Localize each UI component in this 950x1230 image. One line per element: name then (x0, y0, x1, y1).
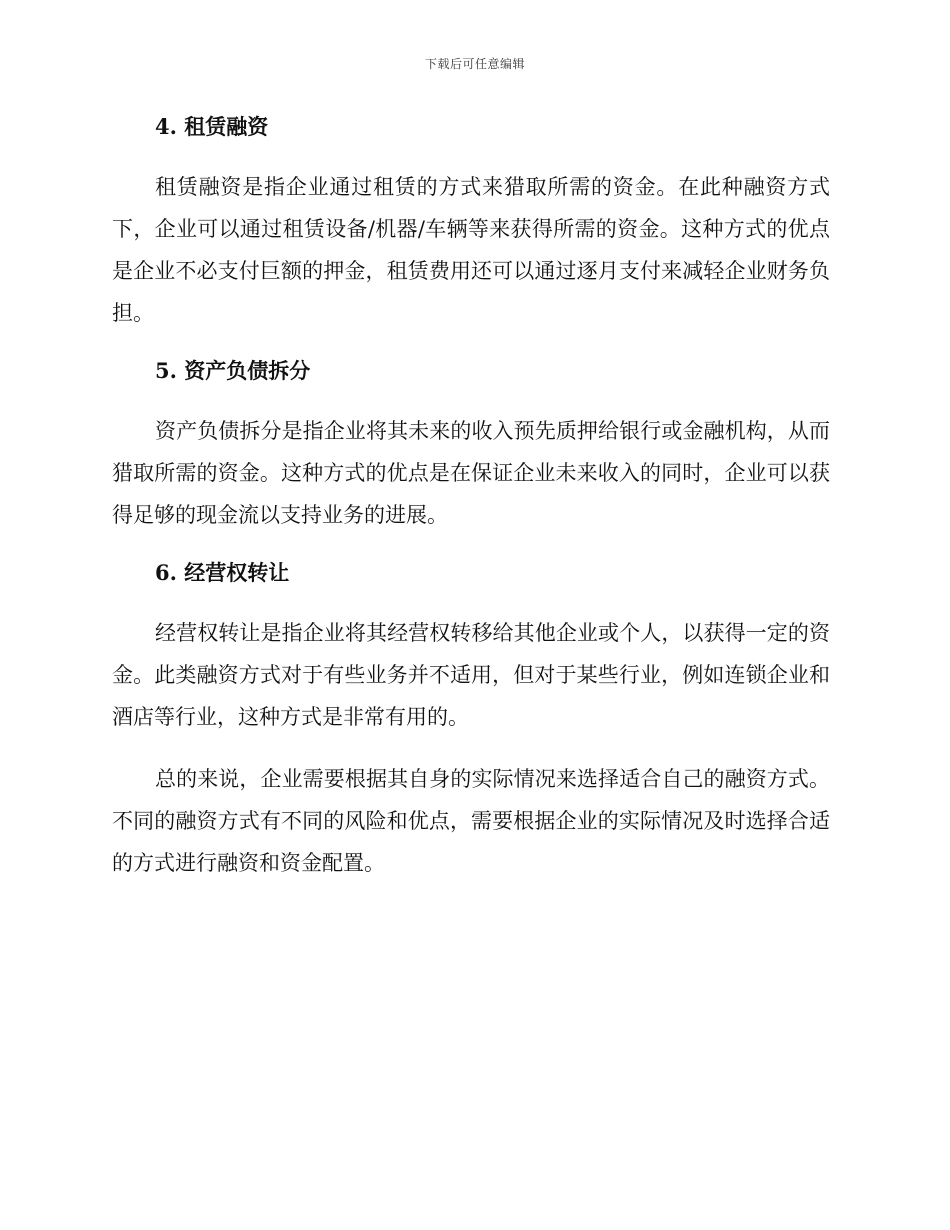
section-heading-asset-liability-split: 5. 资产负债拆分 (155, 358, 311, 383)
document-body (112, 112, 830, 904)
conclusion-paragraph: 总的来说，企业需要根据其自身的实际情况来选择适合自己的融资方式。不同的融资方式有不同的风险和优点，需要根据企业的实际情况及时选择合适的方式进行融资和资金配置。 (112, 767, 830, 875)
section-heading-operating-rights-transfer: 6. 经营权转让 (155, 560, 290, 585)
section-paragraph-operating-rights-transfer: 经营权转让是指企业将其经营权转移给其他企业或个人，以获得一定的资金。此类融资方式对于有些业务并不适用，但对于某些行业，例如连锁企业和酒店等行业，这种方式是非常有用的。 (112, 621, 830, 729)
section-paragraph-leasing: 租赁融资是指企业通过租赁的方式来猎取所需的资金。在此种融资方式下，企业可以通过租赁设备/机器/车辆等来获得所需的资金。这种方式的优点是企业不必支付巨额的押金，租赁费用还可以通过逐月支付来减轻企业财务负担。 (112, 175, 830, 325)
section-heading-leasing: 4. 租赁融资 (155, 114, 269, 139)
page-header-note: 下载后可任意编辑 (424, 57, 525, 71)
section-paragraph-asset-liability-split: 资产负债拆分是指企业将其未来的收入预先质押给银行或金融机构，从而猎取所需的资金。这种方式的优点是在保证企业未来收入的同时，企业可以获得足够的现金流以支持业务的进展。 (112, 419, 830, 527)
